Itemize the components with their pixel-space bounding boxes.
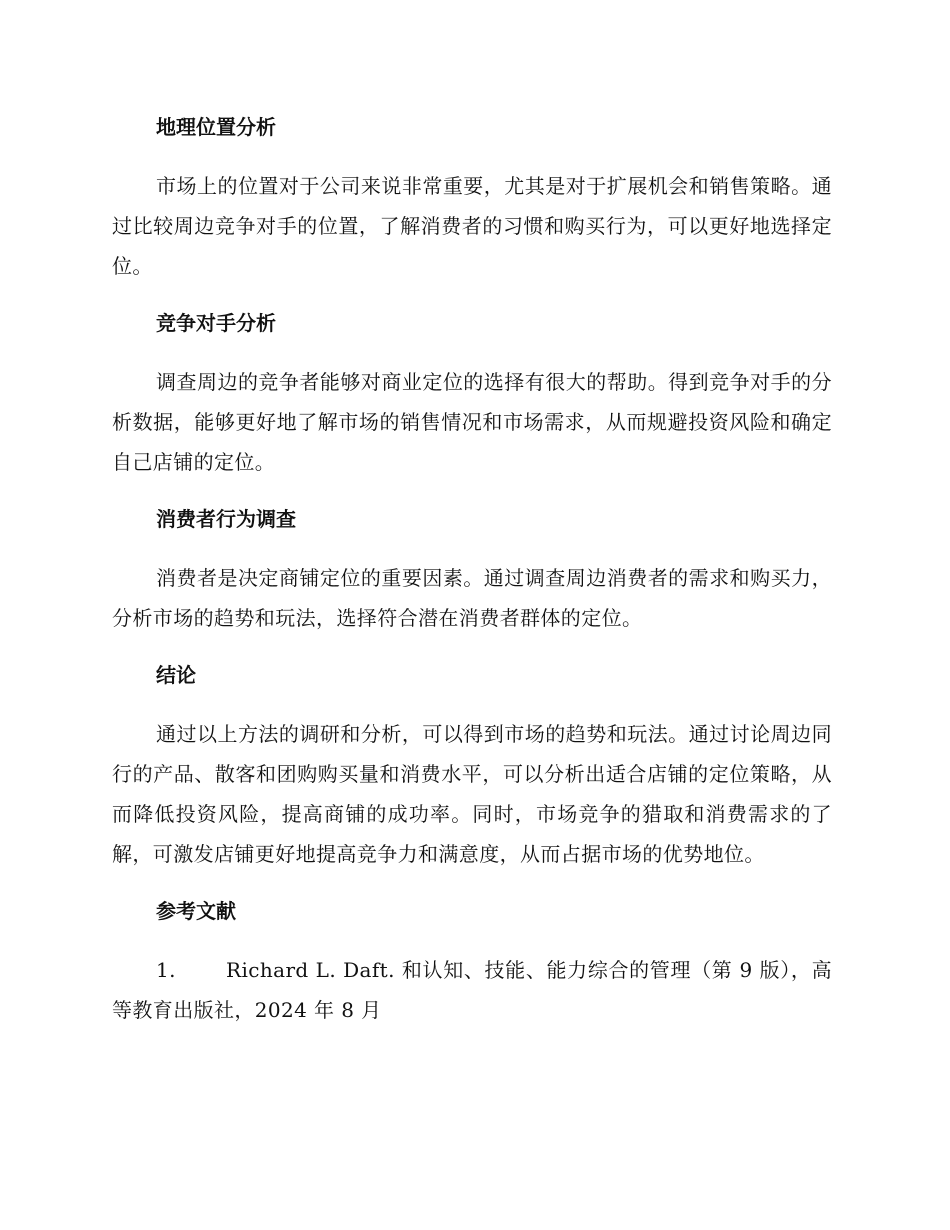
reference-number: 1. xyxy=(156,958,176,982)
section-heading-consumers: 消费者行为调查 xyxy=(156,507,296,531)
references-heading: 参考文献 xyxy=(156,899,236,923)
section-heading-location: 地理位置分析 xyxy=(156,115,276,139)
section-heading-conclusion: 结论 xyxy=(156,663,196,687)
section-body-conclusion: 通过以上方法的调研和分析，可以得到市场的趋势和玩法。通过讨论周边同行的产品、散客和团购购买量和消费水平，可以分析出适合店铺的定位策略，从而降低投资风险，提高商铺的成功率。同时，市场竞争的猎取和消费需求的了解，可激发店铺更好地提高竞争力和满意度，从而占据市场的优势地位。 xyxy=(112,722,832,866)
section-heading-competitors: 竞争对手分析 xyxy=(156,311,276,335)
reference-item xyxy=(112,950,832,1030)
section-body-location: 市场上的位置对于公司来说非常重要，尤其是对于扩展机会和销售策略。通过比较周边竞争对手的位置，了解消费者的习惯和购买行为，可以更好地选择定位。 xyxy=(112,174,832,278)
reference-text: Richard L. Daft. 和认知、技能、能力综合的管理（第 9 版），高等教育出版社，2024 年 8 月 xyxy=(112,958,832,1022)
section-body-consumers: 消费者是决定商铺定位的重要因素。通过调查周边消费者的需求和购买力，分析市场的趋势和玩法，选择符合潜在消费者群体的定位。 xyxy=(112,566,832,630)
section-body-competitors: 调查周边的竞争者能够对商业定位的选择有很大的帮助。得到竞争对手的分析数据，能够更好地了解市场的销售情况和市场需求，从而规避投资风险和确定自己店铺的定位。 xyxy=(112,370,832,474)
